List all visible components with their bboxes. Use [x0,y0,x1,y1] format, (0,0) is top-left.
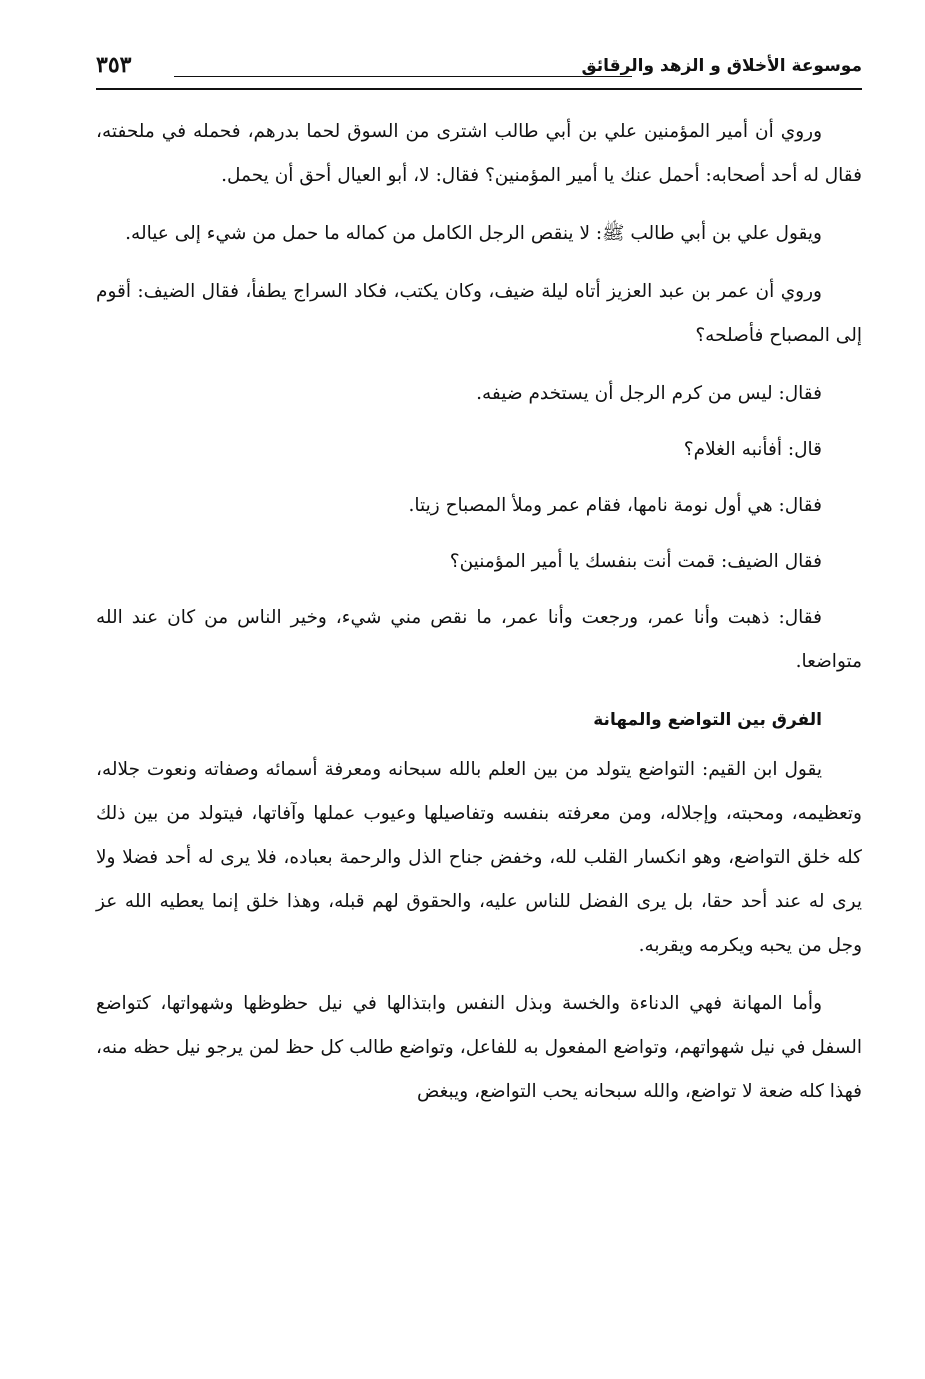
paragraph: يقول ابن القيم: التواضع يتولد من بين العلم بالله سبحانه ومعرفة أسمائه وصفاته ونعوت جلاله، وتعظيمه، ومحبته، وإجلاله، ومن معرفته بنفسه وتفاصيلها وعيوب عملها وآفاتها، فيتولد من بين ذلك كله خلق التواضع، وهو انكسار القلب لله، وخفض جناح الذل والرحمة بعباده، فلا يرى له أحد فضلا ولا يرى له عند أحد حقا، بل يرى الفضل للناس عليه، والحقوق لهم قبله، وهذا خلق إنما يعطيه الله عز وجل من يحبه ويكرمه ويقربه. [96,759,862,956]
section-heading: الفرق بين التواضع والمهانة [593,710,822,730]
dialog-line: فقال الضيف: قمت أنت بنفسك يا أمير المؤمنين؟ [449,551,822,572]
book-title: موسوعة الأخلاق و الزهد والرقائق [581,56,862,76]
paragraph: ويقول علي بن أبي طالب ﷺ: لا ينقص الرجل الكامل من كماله ما حمل من شيء إلى عياله. [125,223,822,244]
paragraph: وروي أن عمر بن عبد العزيز أتاه ليلة ضيف، وكان يكتب، فكاد السراج يطفأ، فقال الضيف: أقوم إلى المصباح فأصلحه؟ [96,281,862,346]
paragraph: وروي أن أمير المؤمنين علي بن أبي طالب اشترى من السوق لحما بدرهم، فحمله في ملحفته، فقال له أحد أصحابه: أحمل عنك يا أمير المؤمنين؟ فقال: لا، أبو العيال أحق أن يحمل. [96,121,862,186]
paragraph: فقال: ذهبت وأنا عمر، ورجعت وأنا عمر، ما نقص مني شيء، وخير الناس من كان عند الله متواضعا. [96,607,862,672]
page-body [96,110,862,1128]
paragraph: وأما المهانة فهي الدناءة والخسة وبذل النفس وابتذالها في نيل حظوظها وشهواتها، كتواضع السفل في نيل شهواتهم، وتواضع المفعول به للفاعل، وتواضع طالب كل حظ لمن يرجو نيل حظه منه، فهذا كله ضعة لا تواضع، والله سبحانه يحب التواضع، ويبغض [96,993,862,1102]
dialog-line: قال: أفأنبه الغلام؟ [683,439,822,460]
header-rule [96,88,862,90]
dialog-line: فقال: ليس من كرم الرجل أن يستخدم ضيفه. [476,383,822,404]
page-header [96,52,862,88]
dialog-line: فقال: هي أول نومة نامها، فقام عمر وملأ المصباح زيتا. [408,495,822,516]
page-number: ٣٥٣ [96,52,132,78]
header-line [174,76,632,77]
